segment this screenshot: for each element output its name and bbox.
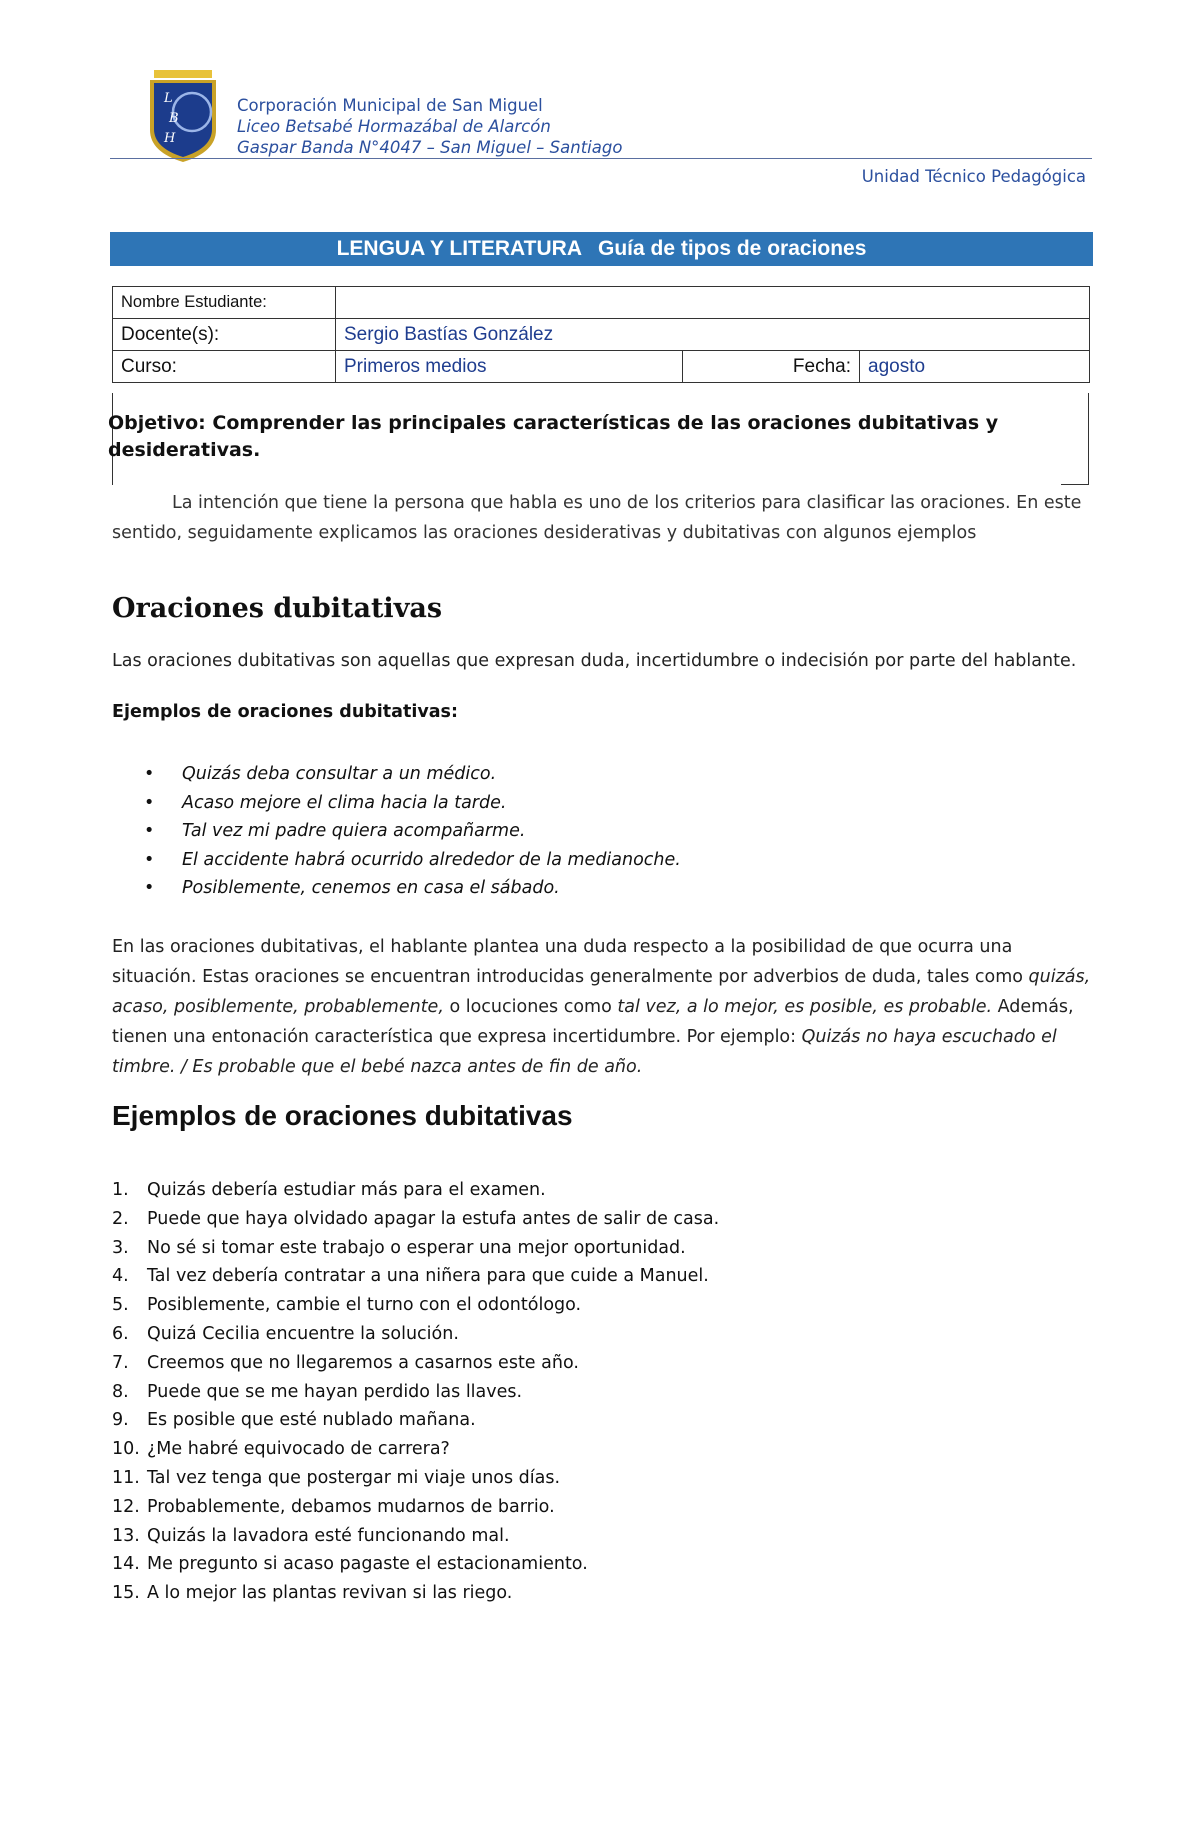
item-text: Puede que haya olvidado apagar la estufa antes de salir de casa. [147, 1208, 720, 1229]
item-number: 5. [112, 1295, 129, 1316]
title-subject: LENGUA Y LITERATURA [336, 237, 582, 260]
list-item [112, 1464, 719, 1493]
student-name-field[interactable] [336, 287, 1090, 319]
header-line-school: Liceo Betsabé Hormazábal de Alarcón [237, 117, 551, 136]
list-item [112, 760, 681, 789]
section-heading-dubitativas: Oraciones dubitativas [112, 593, 443, 624]
date-value: agosto [860, 351, 1090, 383]
item-number: 15. [112, 1583, 140, 1604]
list-item [112, 1205, 719, 1234]
list-item [112, 1291, 719, 1320]
list-item [112, 846, 681, 875]
item-number: 13. [112, 1525, 140, 1546]
item-text: No sé si tomar este trabajo o esperar una mejor oportunidad. [147, 1237, 686, 1258]
list-item [112, 1176, 719, 1205]
teacher-value: Sergio Bastías González [336, 319, 1090, 351]
item-text: Me pregunto si acaso pagaste el estacionamiento. [147, 1554, 588, 1575]
list-item [112, 1320, 719, 1349]
list-item [112, 1234, 719, 1263]
item-text: Quizá Cecilia encuentre la solución. [147, 1323, 459, 1344]
list-item [112, 789, 681, 818]
explanation-paragraph [112, 932, 1097, 1082]
item-text: Puede que se me hayan perdido las llaves. [147, 1381, 523, 1402]
list-item [112, 1262, 719, 1291]
numbered-examples-list [112, 1176, 719, 1608]
list-item [112, 1522, 719, 1551]
item-text: ¿Me habré equivocado de carrera? [147, 1439, 450, 1460]
section-heading-examples: Ejemplos de oraciones dubitativas [112, 1100, 573, 1131]
examples-bullet-list [112, 760, 681, 903]
para-text: Además, tienen una entonación característica que expresa incertidumbre. Por ejemplo: [112, 997, 1074, 1047]
item-number: 12. [112, 1496, 140, 1517]
bullet-text: El accidente habrá ocurrido alrededor de la medianoche. [182, 849, 681, 870]
bullet-text: Acaso mejore el clima hacia la tarde. [182, 792, 507, 813]
list-item [112, 1435, 719, 1464]
header-institution-block [237, 95, 622, 158]
item-number: 14. [112, 1554, 140, 1575]
item-text: Tal vez debería contratar a una niñera para que cuide a Manuel. [147, 1266, 709, 1287]
bullet-icon: • [144, 792, 155, 813]
course-label: Curso: [113, 351, 336, 383]
course-value: Primeros medios [336, 351, 683, 383]
bullet-icon: • [144, 764, 155, 784]
examples-subheading: Ejemplos de oraciones dubitativas: [112, 702, 458, 722]
logo-letter-l: L [164, 91, 173, 106]
item-text: Creemos que no llegaremos a casarnos este año. [147, 1352, 579, 1373]
item-number: 1. [112, 1180, 129, 1200]
title-guide: Guía de tipos de oraciones [598, 237, 867, 260]
bullet-text: Tal vez mi padre quiera acompañarme. [182, 821, 526, 842]
list-item [112, 1550, 719, 1579]
item-number: 8. [112, 1381, 129, 1402]
list-item [112, 1493, 719, 1522]
para-italic-adverbs: quizás, acaso, posiblemente, probablemente, [112, 967, 1091, 1017]
bullet-text: Quizás deba consultar a un médico. [182, 764, 497, 784]
logo-letter-h: H [164, 131, 176, 146]
header-unit: Unidad Técnico Pedagógica [861, 167, 1086, 186]
bullet-icon: • [144, 849, 155, 870]
bullet-icon: • [144, 821, 155, 842]
teacher-label: Docente(s): [113, 319, 336, 351]
item-text: Quizás debería estudiar más para el examen. [147, 1180, 546, 1200]
list-item [112, 1406, 719, 1435]
guide-title-bar [110, 232, 1093, 266]
item-number: 2. [112, 1208, 129, 1229]
list-item [112, 817, 681, 846]
student-name-label: Nombre Estudiante: [113, 287, 336, 319]
item-text: A lo mejor las plantas revivan si las riego. [147, 1583, 513, 1604]
item-number: 11. [112, 1467, 140, 1488]
bullet-icon: • [144, 878, 155, 899]
para-italic-locutions: tal vez, a lo mejor, es posible, es probable. [617, 997, 993, 1017]
list-item [112, 874, 681, 903]
item-text: Quizás la lavadora esté funcionando mal. [147, 1525, 510, 1546]
intro-paragraph: La intención que tiene la persona que habla es uno de los criterios para clasificar las oraciones. En este sentido, seguidamente explicamos las oraciones desiderativas y dubitativas con algunos ejemplos [112, 493, 1082, 543]
school-crest-logo [146, 68, 220, 164]
bullet-text: Posiblemente, cenemos en casa el sábado. [182, 878, 560, 899]
item-number: 6. [112, 1323, 129, 1344]
list-item [112, 1579, 719, 1608]
header-line-corporation: Corporación Municipal de San Miguel [237, 96, 543, 115]
item-number: 9. [112, 1410, 129, 1431]
para-text: En las oraciones dubitativas, el hablante plantea una duda respecto a la posibilidad de que ocurra una situación. Estas oraciones se encuentran introducidas generalmente por adverbios de duda, tales como [112, 937, 1029, 987]
logo-letter-b: B [169, 111, 179, 126]
para-text: o locuciones como [443, 997, 618, 1017]
header-divider [110, 158, 1092, 159]
item-text: Tal vez tenga que postergar mi viaje unos días. [147, 1467, 561, 1488]
para-italic-example: Quizás no haya escuchado el timbre. / Es probable que el bebé nazca antes de fin de año. [112, 1027, 1057, 1077]
item-number: 10. [112, 1439, 140, 1460]
definition-paragraph: Las oraciones dubitativas son aquellas que expresan duda, incertidumbre o indecisión por parte del hablante. [112, 651, 1077, 671]
item-number: 7. [112, 1352, 129, 1373]
item-text: Posiblemente, cambie el turno con el odontólogo. [147, 1295, 582, 1316]
item-number: 3. [112, 1237, 129, 1258]
item-text: Es posible que esté nublado mañana. [147, 1410, 476, 1431]
objective-text: Objetivo: Comprender las principales características de las oraciones dubitativas y desiderativas. [108, 412, 999, 461]
header-line-address: Gaspar Banda N°4047 – San Miguel – Santiago [237, 138, 623, 157]
item-number: 4. [112, 1266, 129, 1287]
item-text: Probablemente, debamos mudarnos de barrio. [147, 1496, 555, 1517]
list-item [112, 1378, 719, 1407]
list-item [112, 1349, 719, 1378]
date-label: Fecha: [683, 351, 860, 383]
student-info-table [112, 286, 1090, 383]
